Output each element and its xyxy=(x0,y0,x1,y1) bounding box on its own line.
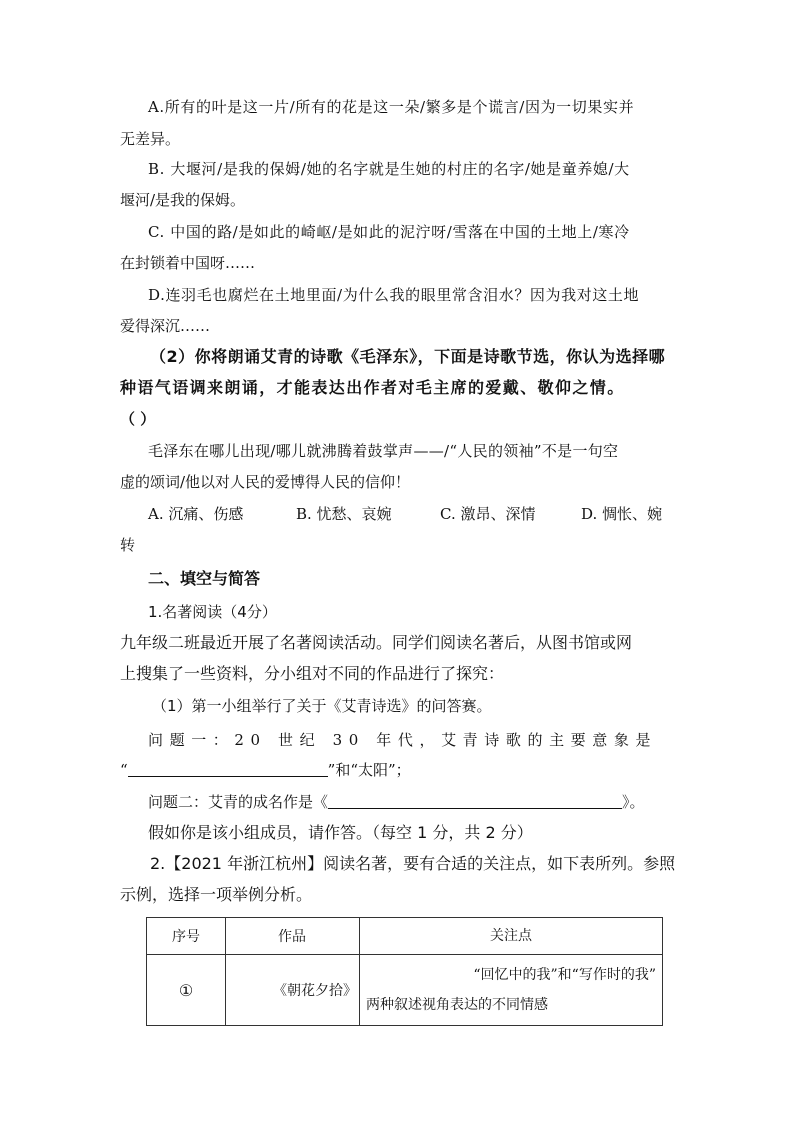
option-a-line2: 无差异。 xyxy=(120,130,181,148)
option-d-line1: D.连羽毛也腐烂在土地里面/为什么我的眼里常含泪水？因为我对这土地 xyxy=(148,286,640,304)
question-two-prefix: 问题二：艾青的成名作是《 xyxy=(148,793,329,811)
q1-title: 1.名著阅读（4分） xyxy=(148,603,277,621)
q2-title-line1: 2.【2021 年浙江杭州】阅读名著，要有合适的关注点，如下表所列。参照 xyxy=(150,854,676,873)
q2-answer-paren: （ ） xyxy=(120,410,156,428)
question-one-line: 问题一：20 世纪 30 年代，艾青诗歌的主要意象是 xyxy=(148,731,658,749)
instruction: 假如你是该小组成员，请作答。（每空 1 分，共 2 分） xyxy=(148,823,533,842)
q2-line1: （2）你将朗诵艾青的诗歌《毛泽东》，下面是诗歌节选，你认为选择哪 xyxy=(150,347,666,366)
choice-c: C. 激昂、深情 xyxy=(440,505,536,523)
option-c-line2: 在封锁着中国呀…… xyxy=(120,254,256,272)
choice-b: B. 忧愁、哀婉 xyxy=(296,505,392,523)
q1-para-line2: 上搜集了一些资料，分小组对不同的作品进行了探究： xyxy=(120,664,505,683)
option-d-line2: 爱得深沉…… xyxy=(120,317,211,335)
row-focus-line1: “回忆中的我”和“写作时的我” xyxy=(473,967,656,983)
q2-title-line2: 示例，选择一项举例分析。 xyxy=(120,885,313,904)
question-one-blank-line xyxy=(120,759,411,781)
answer-blank-1[interactable] xyxy=(128,760,328,777)
q1-sub1: （1）第一小组举行了关于《艾青诗选》的问答赛。 xyxy=(152,697,492,715)
q2-line2: 种语气语调来朗诵，才能表达出作者对毛主席的爱戴、敬仰之情。 xyxy=(120,378,625,397)
focus-table xyxy=(146,917,663,1026)
option-a-line1: A.所有的叶是这一片/所有的花是这一朵/繁多是个谎言/因为一切果实并 xyxy=(148,98,635,116)
header-focus: 关注点 xyxy=(360,918,663,955)
option-c-line1: C. 中国的路/是如此的崎岖/是如此的泥泞呀/雪落在中国的土地上/寒冷 xyxy=(148,223,630,241)
q1-para-line1: 九年级二班最近开展了名著阅读活动。同学们阅读名著后，从图书馆或网 xyxy=(120,633,633,652)
header-work: 作品 xyxy=(226,918,360,955)
poem-line2: 虚的颂词/他以对人民的爱博得人民的信仰！ xyxy=(120,473,411,491)
choice-a: A. 沉痛、伤感 xyxy=(148,505,244,523)
row-work: 《朝花夕拾》 xyxy=(226,955,360,1026)
choice-d: D. 惆怅、婉 xyxy=(581,505,663,523)
row-focus-line2: 两种叙述视角表达的不同情感 xyxy=(366,997,548,1013)
question-two-suffix: 》。 xyxy=(622,793,645,811)
quote-open: “ xyxy=(120,761,128,779)
answer-blank-2[interactable] xyxy=(328,792,622,809)
choice-d-cont: 转 xyxy=(120,536,136,554)
section-heading: 二、填空与简答 xyxy=(148,569,261,588)
row-number: ① xyxy=(147,955,226,1026)
header-number: 序号 xyxy=(147,918,226,955)
quote-close: ”和“太阳”； xyxy=(327,761,411,779)
table-row xyxy=(147,955,663,1026)
option-b-line1: B. 大堰河/是我的保姆/她的名字就是生她的村庄的名字/她是童养媳/大 xyxy=(148,160,630,178)
option-b-line2: 堰河/是我的保姆。 xyxy=(120,191,246,209)
table-header-row xyxy=(147,918,663,955)
question-two-line xyxy=(148,791,645,813)
poem-line1: 毛泽东在哪儿出现/哪儿就沸腾着鼓掌声——/“人民的领袖”不是一句空 xyxy=(148,442,619,460)
row-focus xyxy=(360,955,663,1026)
